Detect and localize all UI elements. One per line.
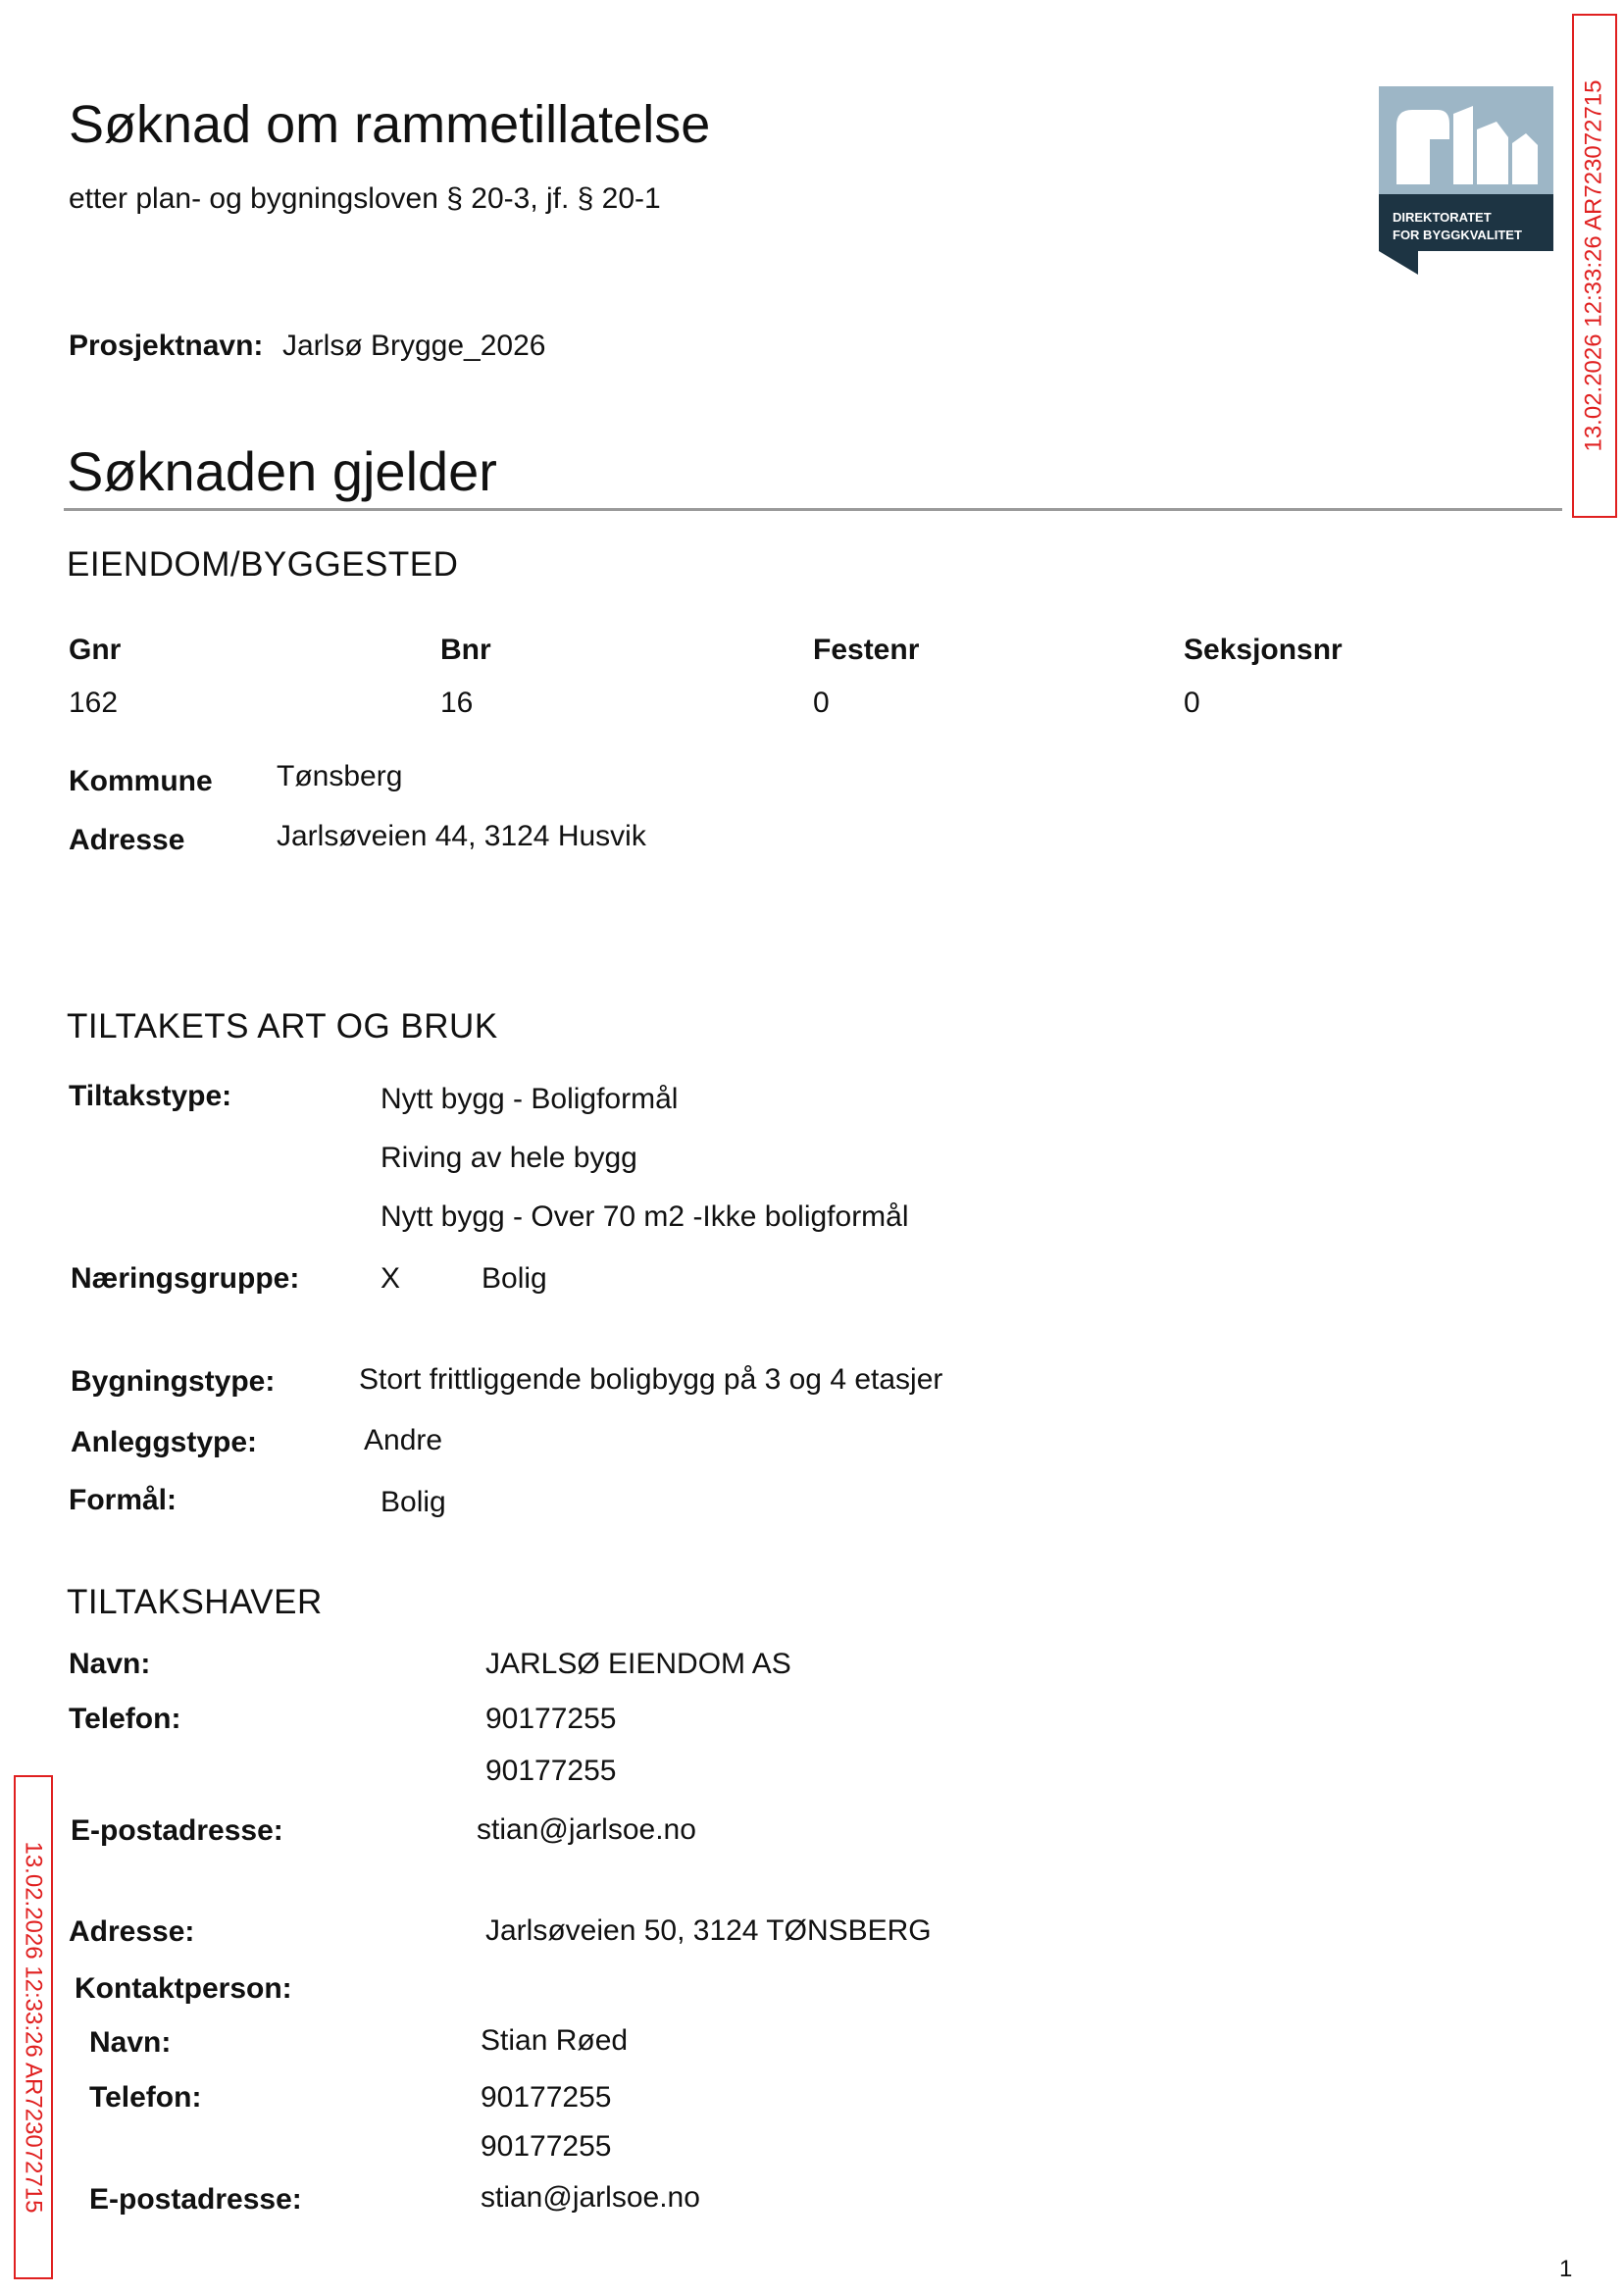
purpose-label: Formål: [69, 1484, 178, 1516]
timestamp-stamp-bottom: 13.02.2026 12:33:26 AR723072715 [14, 1775, 53, 2279]
developer-email-value: stian@jarlsoe.no [477, 1813, 696, 1846]
contact-phone-label: Telefon: [89, 2081, 202, 2114]
logo-text-line2: FOR BYGGKVALITET [1393, 228, 1522, 242]
contact-phone-1: 90177255 [481, 2081, 612, 2114]
industry-code: X [381, 1262, 401, 1295]
industry-label: Næringsgruppe: [71, 1262, 300, 1295]
developer-address-value: Jarlsøveien 50, 3124 TØNSBERG [485, 1914, 932, 1947]
project-value: Jarlsø Brygge_2026 [282, 330, 546, 362]
contact-email-label: E-postadresse: [89, 2183, 302, 2216]
measure-heading: TILTAKETS ART OG BRUK [67, 1007, 498, 1045]
festenr-value: 0 [813, 687, 830, 719]
developer-email-label: E-postadresse: [71, 1814, 283, 1847]
bnr-value: 16 [440, 687, 474, 719]
contact-phone-2: 90177255 [481, 2130, 612, 2163]
section-heading: Søknaden gjelder [67, 440, 497, 502]
contact-name-value: Stian Røed [481, 2024, 629, 2057]
measure-type-1: Nytt bygg - Boligformål [381, 1083, 679, 1115]
document-title: Søknad om rammetillatelse [69, 95, 711, 154]
developer-name-label: Navn: [69, 1648, 151, 1680]
developer-heading: TILTAKSHAVER [67, 1583, 323, 1621]
developer-phone-label: Telefon: [69, 1703, 181, 1735]
page-number: 1 [1559, 2256, 1573, 2282]
logo-text-line1: DIREKTORATET [1393, 210, 1492, 225]
bnr-label: Bnr [440, 634, 491, 666]
purpose-value: Bolig [381, 1486, 446, 1518]
measure-type-3: Nytt bygg - Over 70 m2 -Ikke boligformål [381, 1200, 909, 1233]
seksjonsnr-label: Seksjonsnr [1184, 634, 1343, 666]
measure-type-label: Tiltakstype: [69, 1080, 232, 1112]
municipality-label: Kommune [69, 765, 213, 797]
contact-person-label: Kontaktperson: [75, 1972, 292, 2005]
festenr-label: Festenr [813, 634, 920, 666]
building-type-label: Bygningstype: [71, 1365, 276, 1398]
property-heading: EIENDOM/BYGGESTED [67, 545, 459, 584]
seksjonsnr-value: 0 [1184, 687, 1200, 719]
measure-type-2: Riving av hele bygg [381, 1142, 637, 1174]
developer-phone-2: 90177255 [485, 1755, 617, 1787]
developer-phone-1: 90177255 [485, 1703, 617, 1735]
dibk-logo [1379, 86, 1553, 275]
contact-email-value: stian@jarlsoe.no [481, 2181, 700, 2214]
section-divider [64, 508, 1562, 511]
logo-graphic [1379, 86, 1553, 275]
building-type-value: Stort frittliggende boligbygg på 3 og 4 etasjer [359, 1363, 943, 1396]
document-subtitle: etter plan- og bygningsloven § 20-3, jf. § 20-1 [69, 182, 661, 215]
property-address-value: Jarlsøveien 44, 3124 Husvik [277, 820, 646, 852]
contact-name-label: Navn: [89, 2026, 172, 2059]
industry-value: Bolig [482, 1262, 547, 1295]
property-address-label: Adresse [69, 824, 185, 856]
developer-address-label: Adresse: [69, 1915, 195, 1948]
facility-type-value: Andre [364, 1424, 443, 1456]
developer-name-value: JARLSØ EIENDOM AS [485, 1648, 791, 1680]
gnr-value: 162 [69, 687, 119, 719]
timestamp-stamp-top: 13.02.2026 12:33:26 AR723072715 [1572, 14, 1617, 518]
facility-type-label: Anleggstype: [71, 1426, 258, 1458]
gnr-label: Gnr [69, 634, 122, 666]
municipality-value: Tønsberg [277, 760, 403, 792]
project-label: Prosjektnavn: [69, 330, 264, 362]
